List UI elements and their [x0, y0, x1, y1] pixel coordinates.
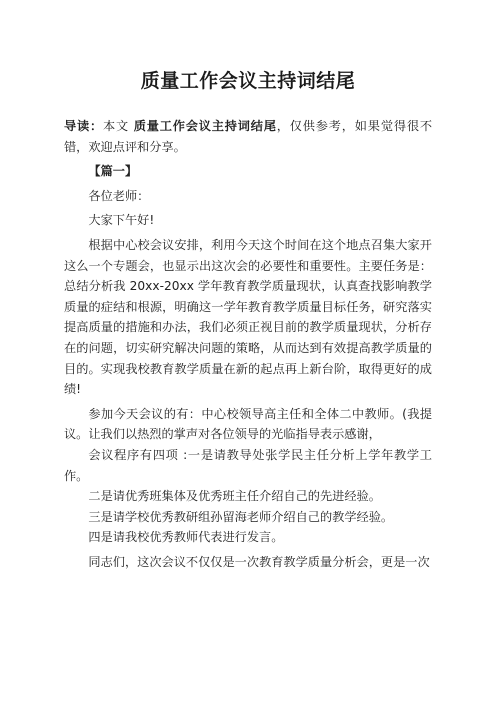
- lead-text-2: ，仅供参考，如果觉得很不错，欢迎点评和分享。: [64, 119, 433, 154]
- lead-text-1: 本文: [103, 119, 134, 133]
- paragraph-agenda-3: 三是请学校优秀教研组孙留海老师介绍自己的教学经验。: [88, 509, 394, 524]
- paragraph-greeting: 各位老师：: [88, 188, 150, 203]
- paragraph-agenda-4: 四是请我校优秀教师代表进行发言。: [88, 530, 284, 545]
- section-title: 【篇一】: [88, 164, 138, 179]
- paragraph-intro: 根据中心校会议安排，利用今天这个时间在这个地点召集大家开这么一个专题会，也显示出这次会的必要性和重要性。主要任务是：总结分析我 20xx-20xx 学年教育教学质量现状，认真查找影响教学质量的症结和根源，明确这一学年教育教学质量目标任务，研究落实提高质量的措施和办法，我们必须正视目前的教学质量现状，分析存在的问题，切实研究解决问题的策略，从而达到有效提高教学质量的目的。实现我校教育教学质量在新的起点再上新台阶，取得更好的成绩!: [64, 237, 432, 397]
- paragraph-agenda-1: 会议程序有四项 :一是请教导处张学民主任分析上学年教学工作。: [64, 447, 432, 483]
- paragraph-attendees: 参加今天会议的有：中心校领导高主任和全体二中教师。(我提议。让我们以热烈的掌声对各位领导的光临指导表示感谢，: [64, 406, 432, 442]
- lead-paragraph: [64, 116, 432, 157]
- document-body: [64, 116, 432, 572]
- paragraph-agenda-2: 二是请优秀班集体及优秀班主任介绍自己的先进经验。: [88, 489, 381, 504]
- lead-label: 导读：: [64, 119, 104, 133]
- paragraph-closing: 同志们，这次会议不仅仅是一次教育教学质量分析会，更是一次: [88, 554, 430, 569]
- paragraph-hello: 大家下午好!: [88, 213, 155, 228]
- lead-bold-title: 质量工作会议主持词结尾: [133, 119, 277, 133]
- document-title: 质量工作会议主持词结尾: [140, 70, 356, 92]
